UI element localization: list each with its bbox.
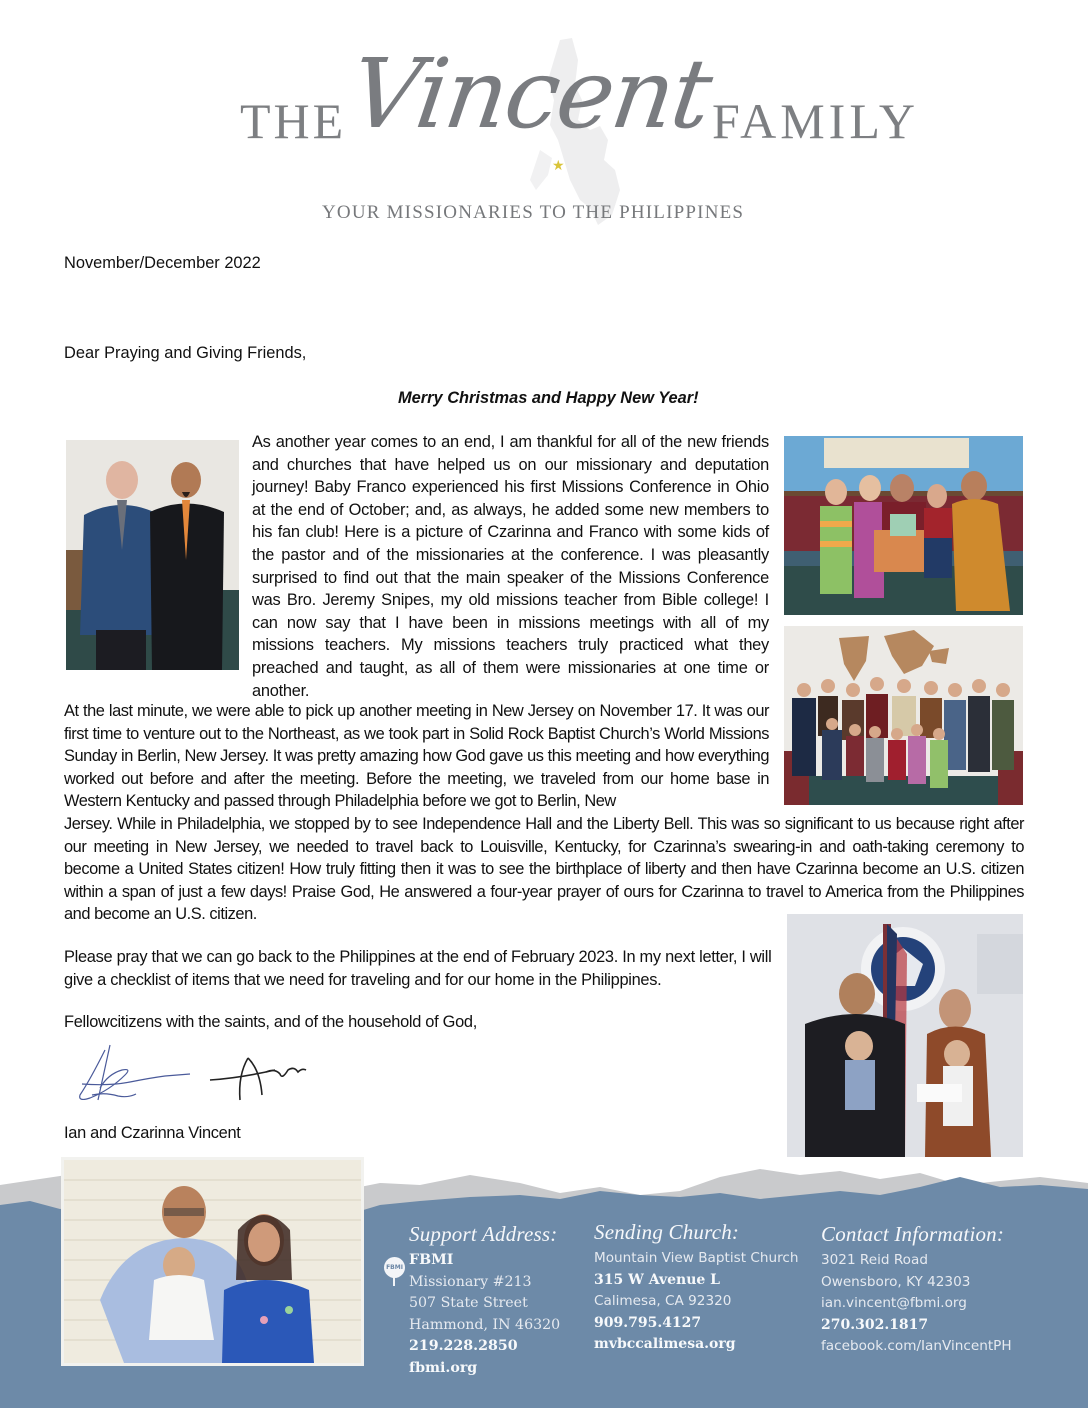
support-missionary-number: Missionary #213 [409,1273,532,1290]
church-phone: 909.795.4127 [594,1314,702,1331]
support-street: 507 State Street [409,1295,528,1312]
contact-street: 3021 Reid Road [821,1252,928,1268]
sending-church-heading: Sending Church: [594,1220,740,1244]
church-city: Calimesa, CA 92320 [594,1293,732,1310]
support-website: fbmi.org [409,1359,478,1376]
contact-city: Owensboro, KY 42303 [821,1273,971,1290]
photo-citizenship [787,914,1023,1157]
logo-word-vincent-box [342,24,717,184]
closing-line: Fellowcitizens with the saints, and of the household of God, [64,1013,477,1031]
church-website: mvbccalimesa.org [594,1336,736,1353]
support-address-heading: Support Address: [409,1222,558,1246]
paragraph-new-jersey-part1: At the last minute, we were able to pick up another meeting in New Jersey on November 17. It was our first time to venture out to the Northeast, as we took part in Solid Rock Baptist Church’s World Missions Sunday in Berlin, New Jersey. It was pretty amazing how God gave us this meeting and how everything worked out before and after the meeting. Before the meeting, we traveled from our home base in Western Kentucky and passed through Philadelphia before we got to Berlin, New [64,702,769,811]
support-phone: 219.228.2850 [409,1338,518,1355]
logo-word-the: THE [240,93,347,149]
holiday-greeting: Merry Christmas and Happy New Year! [398,389,699,407]
church-street: 315 W Avenue L [594,1271,721,1288]
photo-pastors [66,440,239,670]
paragraph-new-jersey [64,700,1024,926]
paragraph-new-jersey-part2: Jersey. While in Philadelphia, we stopped by to see Independence Hall and the Liberty Bell. This was so significant to us because right after our meeting in New Jersey, we needed to travel back to Louisville, Kentucky, for Czarinna’s swearing-in and oath-taking ceremony to become a United States citizen! How truly fitting then it was to see the birthplace of liberty and then have Czarinna become an U.S. citizen within a span of just a few days! Praise God, He answered a four-year prayer of ours for Czarinna to travel to America from the Philippines and become an U.S. citizen. [64,814,1024,924]
fbmi-logo-icon: FBMI [384,1257,405,1278]
photo-family [61,1157,364,1366]
logo-word-family: FAMILY [712,93,919,149]
star-icon: ★ [552,157,565,173]
support-city: Hammond, IN 46320 [409,1316,561,1333]
contact-heading: Contact Information: [821,1222,1005,1246]
masthead-logo [230,0,919,240]
church-name: Mountain View Baptist Church [594,1250,799,1266]
support-org: FBMI [409,1252,454,1268]
support-address [409,1222,560,1380]
contact-phone: 270.302.1817 [821,1316,929,1333]
photo-kids-conference [784,436,1023,615]
salutation: Dear Praying and Giving Friends, [64,344,307,362]
logo-word-vincent: Vincent [343,38,717,150]
contact-email: ian.vincent@fbmi.org [821,1295,967,1312]
signatures-image [70,1040,350,1110]
paragraph-prayer-request: Please pray that we can go back to the Philippines at the end of February 2023. In my next letter, I will give a checklist of items that we need for traveling and for our home in the Philippines. [64,948,772,989]
letter-date: November/December 2022 [64,254,261,272]
contact-facebook: facebook.com/IanVincentPH [821,1338,1012,1355]
logo-tagline: YOUR MISSIONARIES TO THE PHILIPPINES [322,202,745,223]
contact-information [821,1222,1012,1358]
signature-names: Ian and Czarinna Vincent [64,1124,241,1142]
paragraph-conference: As another year comes to an end, I am thankful for all of the new friends and churches that have helped us on our missionary and deputation journey! Baby Franco experienced his first Missions Conference in Ohio at the end of October; and, as always, he added some new members to his fan club! Here is a picture of Czarinna and Franco with some kids of the pastor and of the missionaries at the conference. I was pleasantly surprised to find out that the main speaker of the Missions Conference was Bro. Jeremy Snipes, my old missions teacher from Bible college! I can now say that I have been in missions meetings with all of my missions teachers. My missions teachers truly practiced what they preached and taught, as all of them were missionaries at one time or another. [252,433,769,700]
sending-church [594,1220,798,1356]
